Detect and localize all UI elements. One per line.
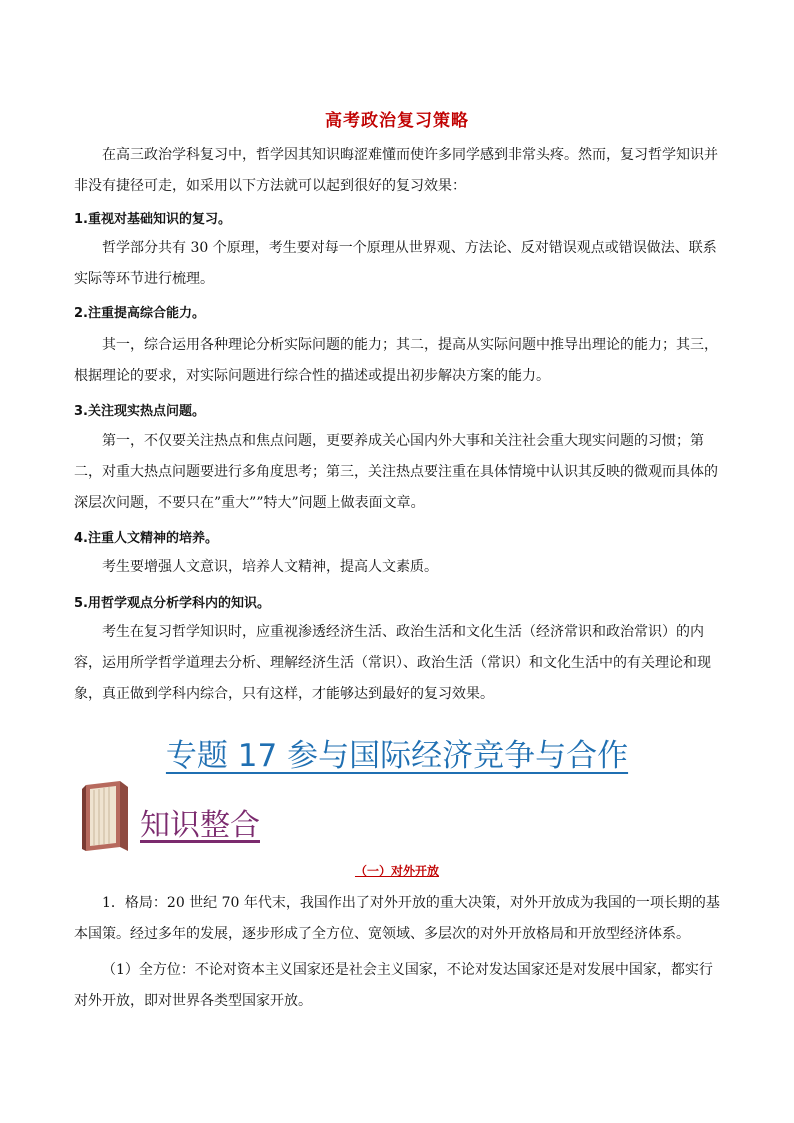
document-title: 高考政治复习策略 <box>325 111 469 131</box>
subsection-title: （一）对外开放 <box>354 864 439 878</box>
book-icon <box>80 781 132 851</box>
section-2-heading: 2.注重提高综合能力。 <box>74 306 205 321</box>
section-1-heading: 1.重视对基础知识的复习。 <box>74 212 231 227</box>
topic-title: 专题 17 参与国际经济竞争与合作 <box>165 738 629 774</box>
content-paragraph-1: 1．格局：20 世纪 70 年代末，我国作出了对外开放的重大决策，对外开放成为我国的一项长期的基本国策。经过多年的发展，逐步形成了全方位、宽领域、多层次的对外开放格局和开放型经济体系。 <box>74 895 720 942</box>
section-5-heading: 5.用哲学观点分析学科内的知识。 <box>74 596 270 611</box>
content-paragraph-2: （1）全方位：不论对资本主义国家还是社会主义国家，不论对发达国家还是对发展中国家，都实行对外开放，即对世界各类型国家开放。 <box>74 962 713 1009</box>
section-4-heading: 4.注重人文精神的培养。 <box>74 531 218 546</box>
section-4-body: 考生要增强人文意识，培养人文精神，提高人文素质。 <box>102 559 438 575</box>
intro-paragraph: 在高三政治学科复习中，哲学因其知识晦涩难懂而使许多同学感到非常头疼。然而，复习哲学知识并非没有捷径可走，如采用以下方法就可以起到很好的复习效果： <box>74 147 718 194</box>
section-5-body: 考生在复习哲学知识时，应重视渗透经济生活、政治生活和文化生活（经济常识和政治常识）的内容，运用所学哲学道理去分析、理解经济生活（常识）、政治生活（常识）和文化生活中的有关理论和现象，真正做到学科内综合，只有这样，才能够达到最好的复习效果。 <box>74 624 711 702</box>
section-1-body: 哲学部分共有 30 个原理，考生要对每一个原理从世界观、方法论、反对错误观点或错误做法、联系实际等环节进行梳理。 <box>74 240 717 287</box>
knowledge-section-title: 知识整合 <box>140 808 260 843</box>
section-3-body: 第一，不仅要关注热点和焦点问题，更要养成关心国内外大事和关注社会重大现实问题的习惯；第二，对重大热点问题要进行多角度思考；第三，关注热点要注重在具体情境中认识其反映的微观而具体的深层次问题，不要只在”重大””特大”问题上做表面文章。 <box>74 433 718 511</box>
section-3-heading: 3.关注现实热点问题。 <box>74 404 205 419</box>
section-2-body: 其一，综合运用各种理论分析实际问题的能力；其二，提高从实际问题中推导出理论的能力；其三，根据理论的要求，对实际问题进行综合性的描述或提出初步解决方案的能力。 <box>74 337 718 384</box>
